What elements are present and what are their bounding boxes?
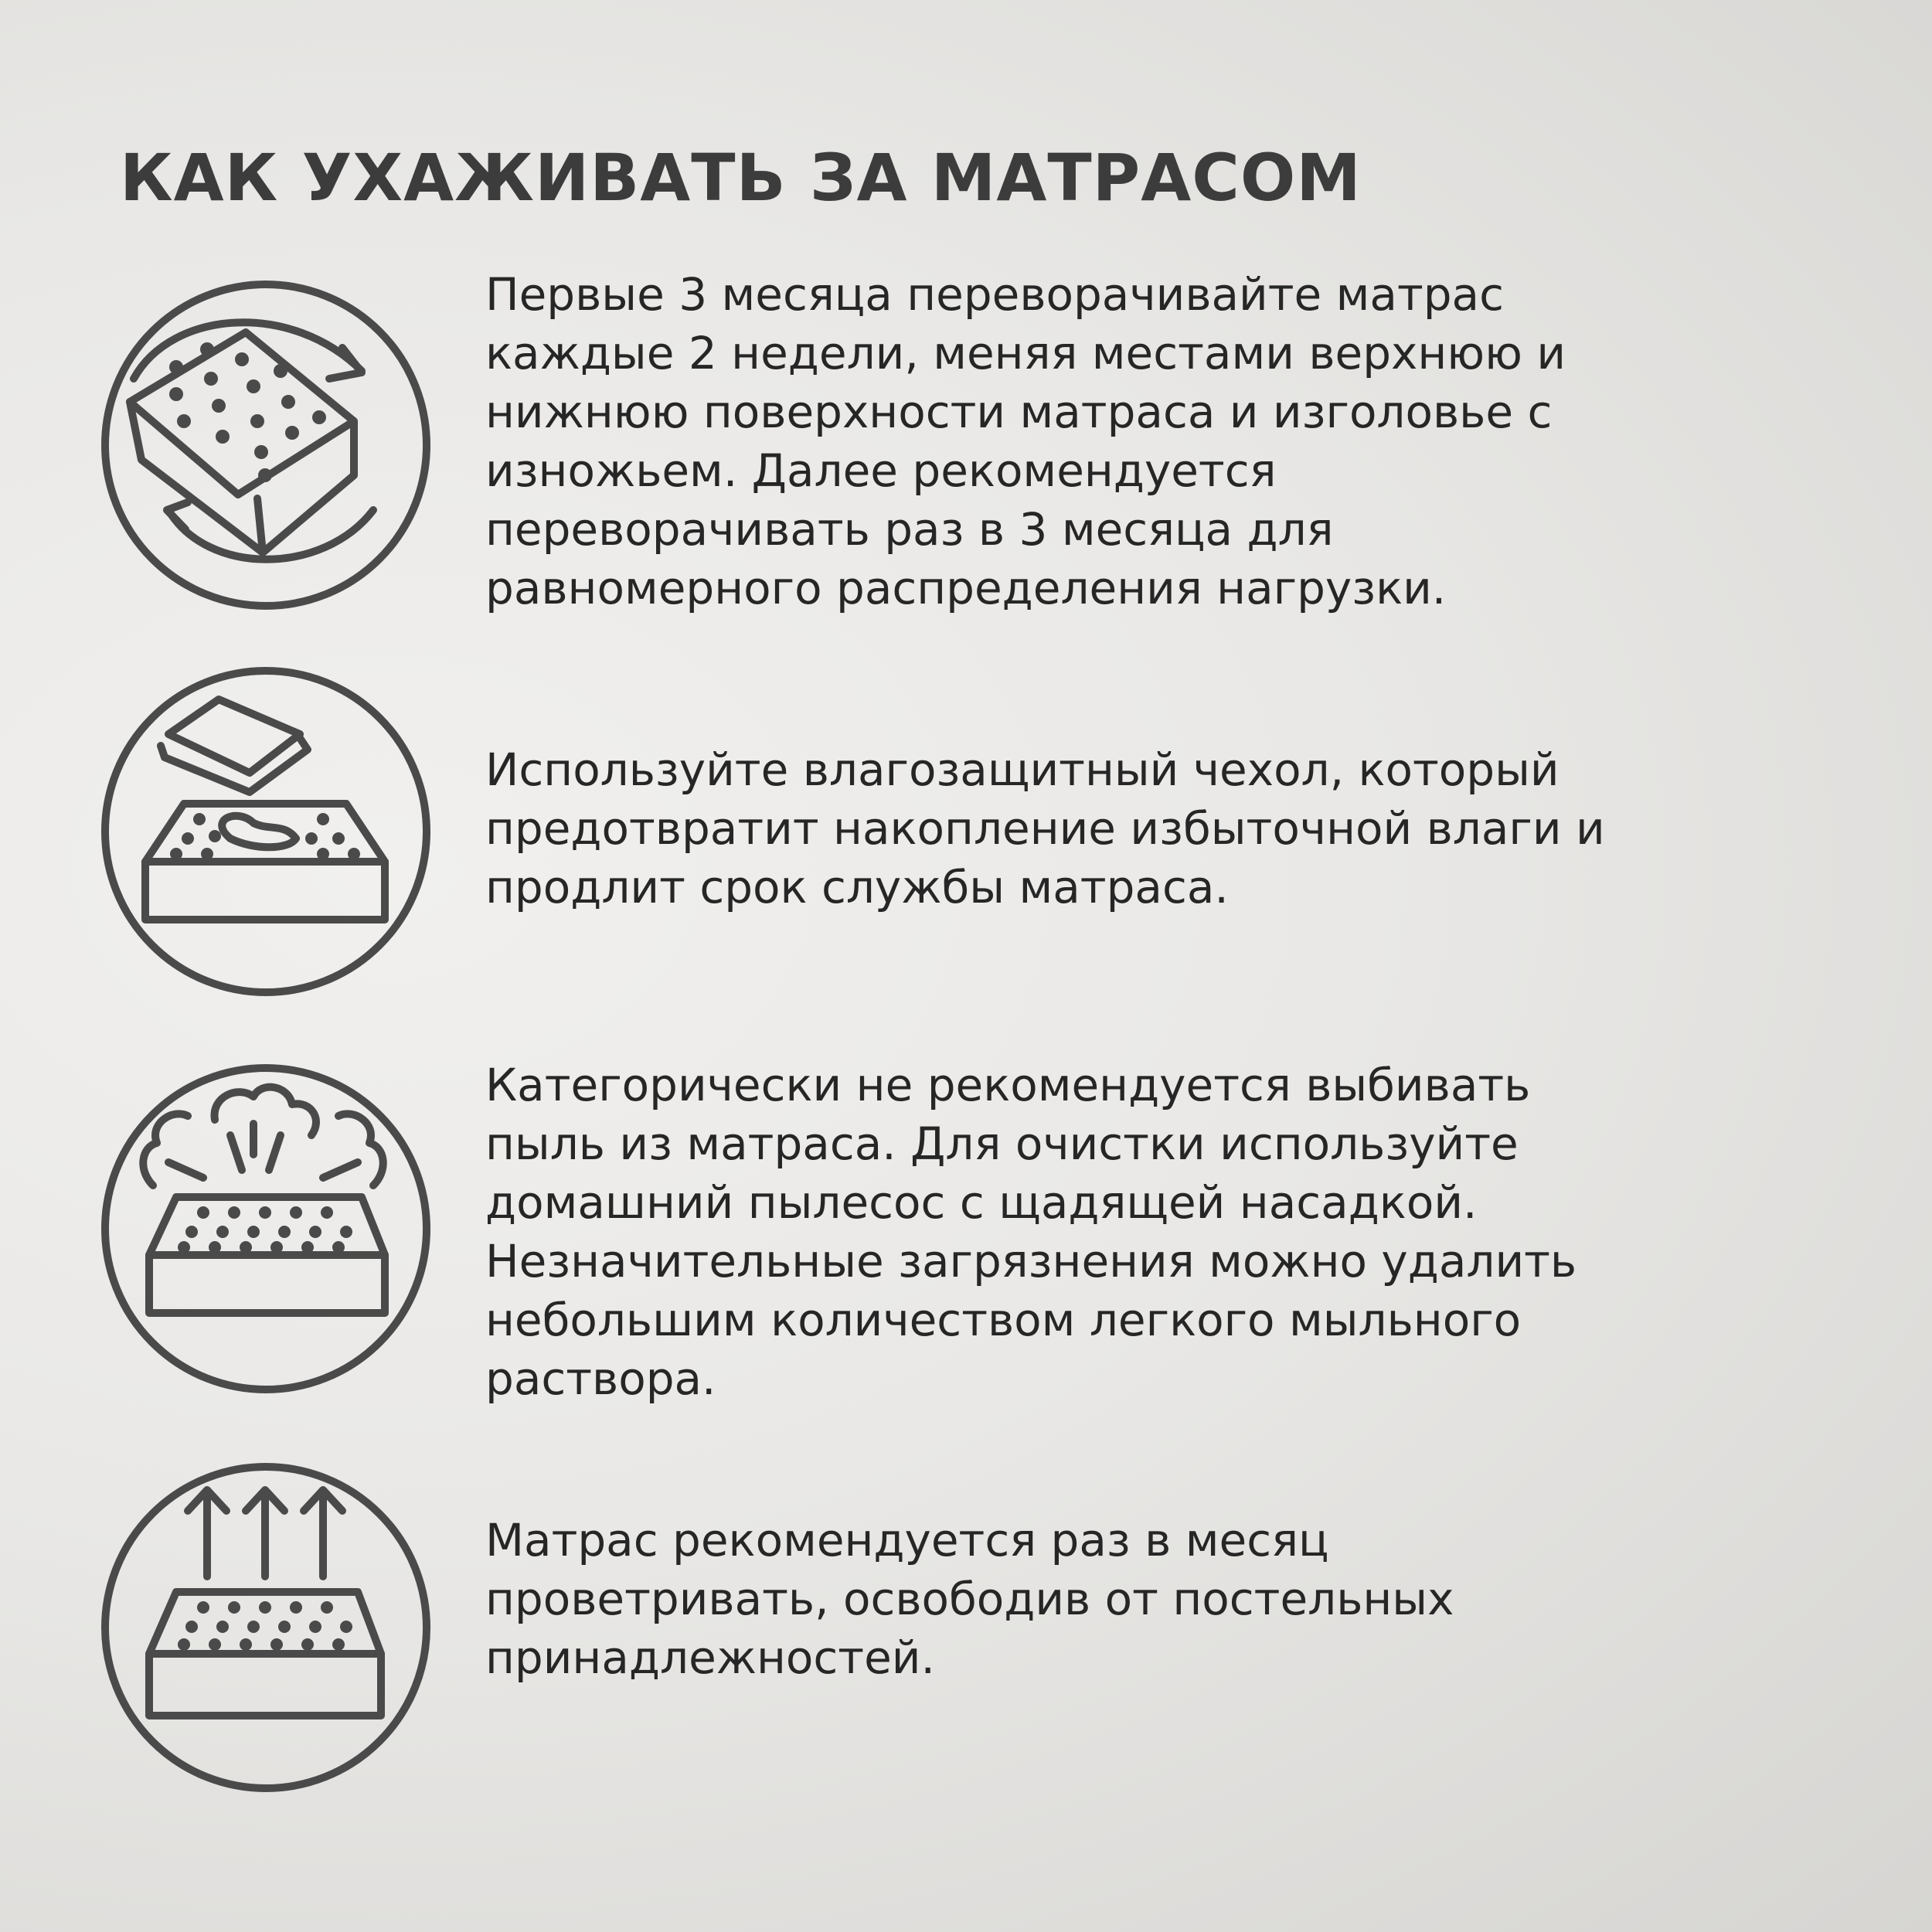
- tip-text-cover: Используйте влагозащитный чехол, который предотвратит накопление избыточной влаги и продлит срок службы матраса.: [485, 743, 1605, 913]
- tip-text-airing: Матрас рекомендуется раз в месяц проветривать, освободив от постельных принадлежностей.: [485, 1514, 1454, 1684]
- tip-text-dust: Категорически не рекомендуется выбивать пыль из матраса. Для очистки используйте домашний пылесос с щадящей насадкой. Незначительные загрязнения можно удалить небольшим количеством легкого мыльного раствора.: [485, 1059, 1577, 1405]
- mattress-flip-icon: [99, 278, 433, 612]
- mattress-dust-icon: [99, 1062, 433, 1396]
- mattress-airing-icon: [99, 1461, 433, 1794]
- page-title: КАК УХАЖИВАТЬ ЗА МАТРАСОМ: [120, 140, 1362, 216]
- tip-text-flip: Первые 3 месяца переворачивайте матрас каждые 2 недели, меняя местами верхнюю и нижнюю поверхности матраса и изголовье с изножьем. Далее рекомендуется переворачивать раз в 3 месяца для равномерного распределения нагрузки.: [485, 268, 1566, 614]
- mattress-cover-icon: [99, 665, 433, 998]
